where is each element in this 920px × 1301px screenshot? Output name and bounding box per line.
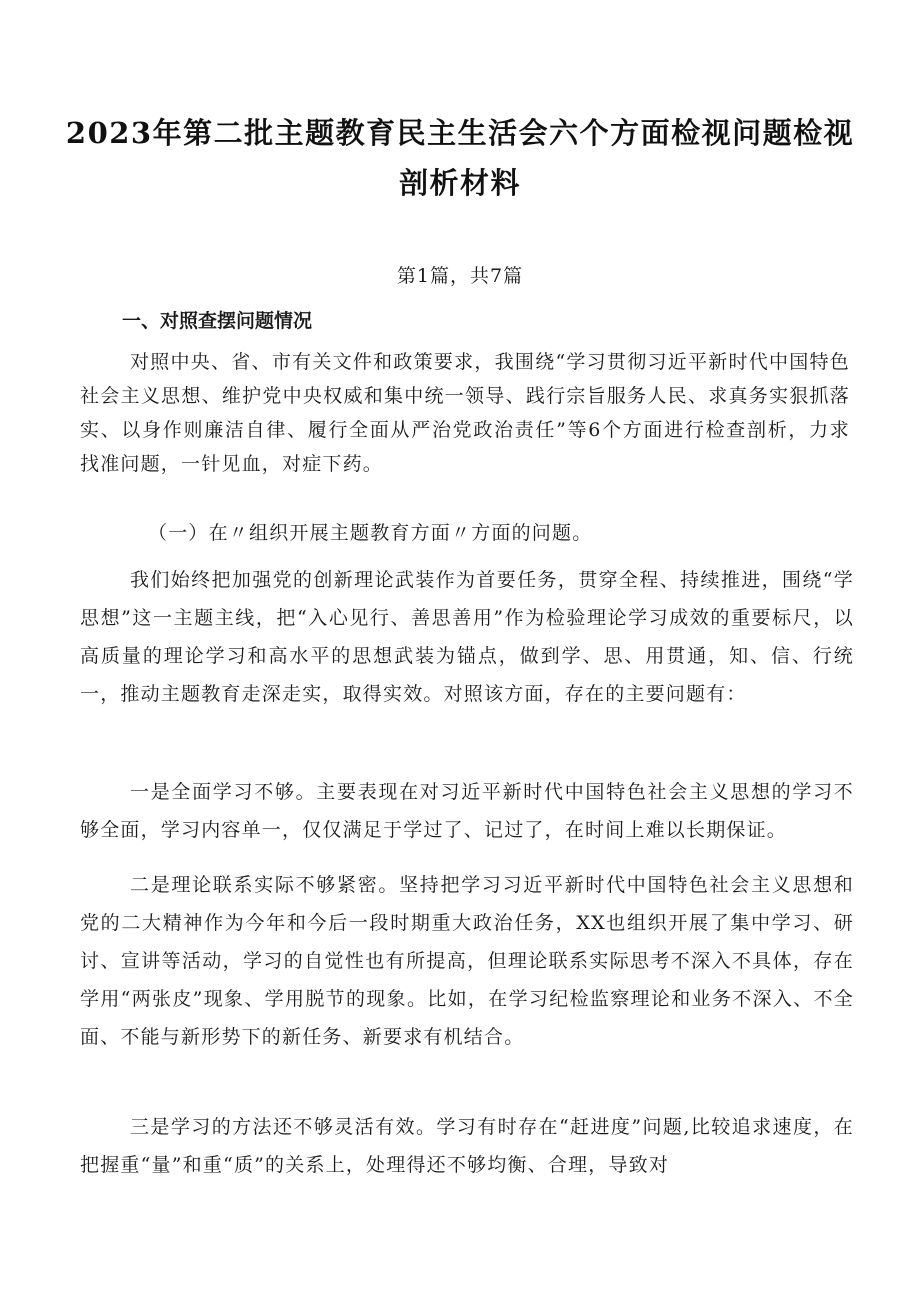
- body-paragraph: 二是理论联系实际不够紧密。坚持把学习习近平新时代中国特色社会主义思想和党的二大精神作为今年和今后一段时期重大政治任务，XX也组织开展了集中学习、研讨、宣讲等活动，学习的自觉性也有所提高，但理论联系实际思考不深入不具体，存在学用“两张皮”现象、学用脱节的现象。比如，在学习纪检监察理论和业务不深入、不全面、不能与新形势下的新任务、新要求有机结合。: [80, 874, 854, 1048]
- section-heading: 一、对照查摆问题情况: [122, 310, 313, 332]
- body-paragraph: 一是全面学习不够。主要表现在对习近平新时代中国特色社会主义思想的学习不够全面，学习内容单一，仅仅满足于学过了、记过了，在时间上难以长期保证。: [80, 781, 854, 841]
- document-title: 2023年第二批主题教育民主生活会六个方面检视问题检视剖析材料: [65, 116, 855, 200]
- body-paragraph: 我们始终把加强党的创新理论武装作为首要任务，贯穿全程、持续推进，围绕“学思想”这一主题主线，把“入心见行、善思善用”作为检验理论学习成效的重要标尺，以高质量的理论学习和高水平的思想武装为锚点，做到学、思、用贯通，知、信、行统一，推动主题教育走深走实，取得实效。对照该方面，存在的主要问题有：: [80, 569, 854, 705]
- subsection-heading: （一）在〃组织开展主题教育方面〃方面的问题。: [148, 522, 593, 544]
- body-paragraph: 三是学习的方法还不够灵活有效。学习有时存在“赶进度”问题,比较追求速度，在把握重“量”和重“质”的关系上，处理得还不够均衡、合理，导致对: [80, 1116, 854, 1176]
- part-label: 第1篇，共7篇: [396, 265, 524, 287]
- intro-paragraph: 对照中央、省、市有关文件和政策要求，我围绕“学习贯彻习近平新时代中国特色社会主义思想、维护党中央权威和集中统一领导、践行宗旨服务人民、求真务实狠抓落实、以身作则廉洁自律、履行全面从严治党政治责任”等6个方面进行检查剖析，力求找准问题，一针见血，对症下药。: [80, 351, 850, 475]
